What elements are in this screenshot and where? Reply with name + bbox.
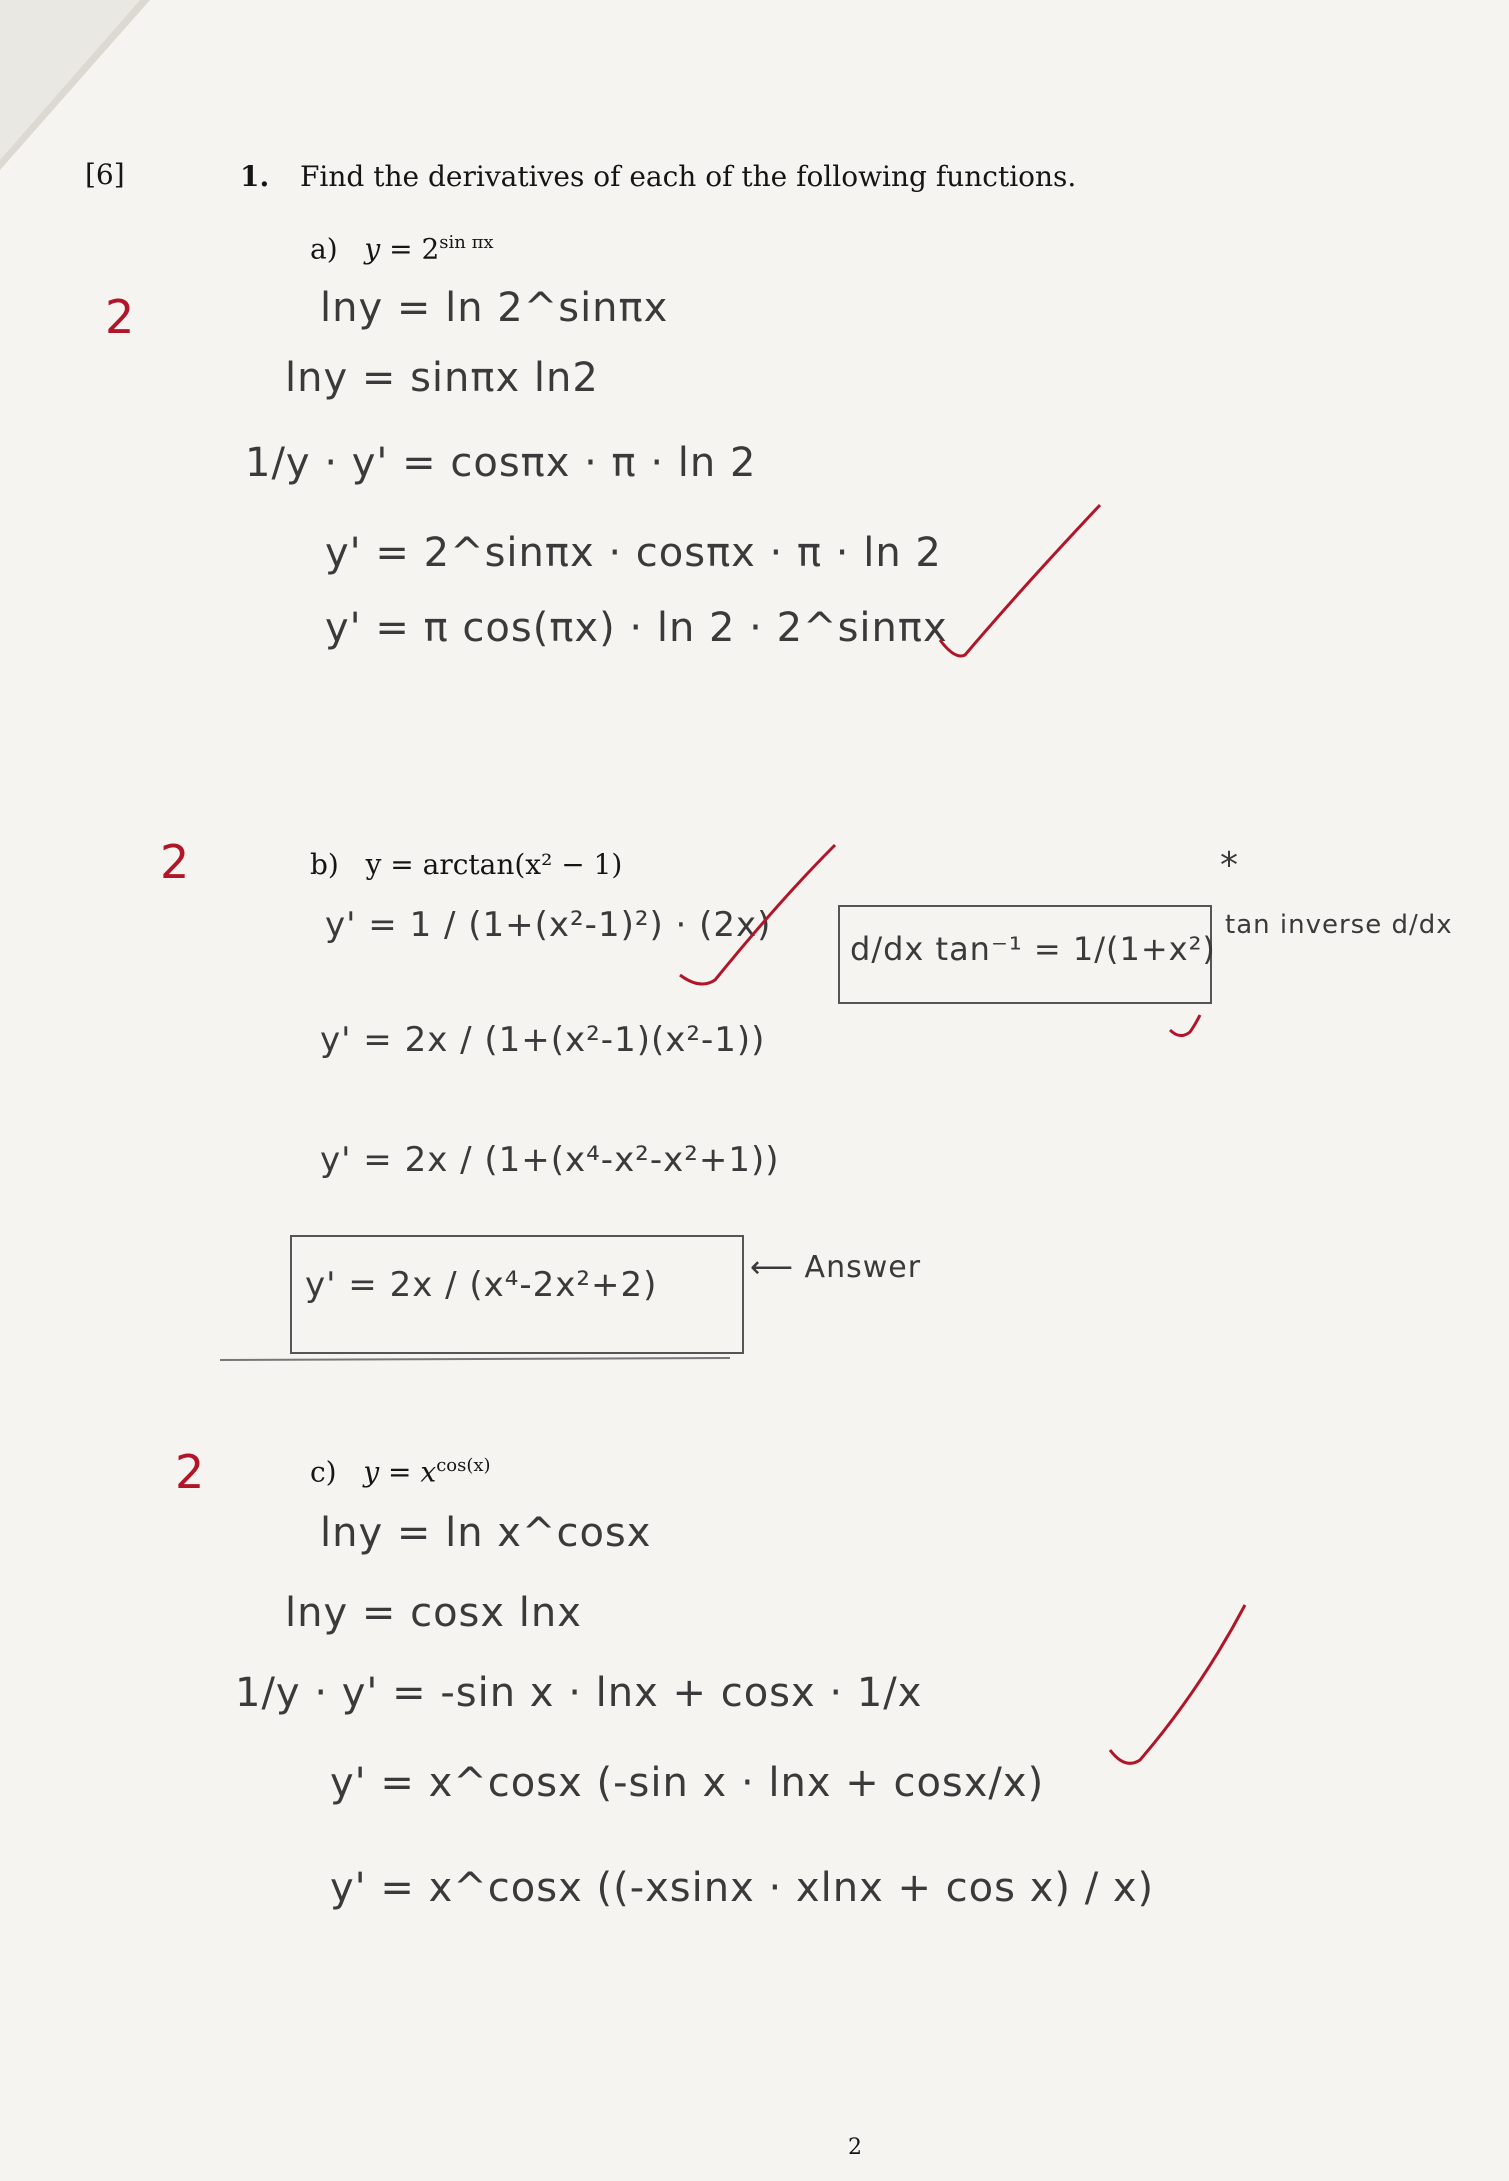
part-b-step-1: y' = 1 / (1+(x²-1)²) · (2x)	[325, 905, 772, 945]
part-b-step-2: y' = 2x / (1+(x²-1)(x²-1))	[320, 1020, 766, 1060]
page-number: 2	[848, 2135, 862, 2160]
part-a-exponent: sin πx	[439, 232, 494, 253]
part-c-exponent: cos(x)	[436, 1455, 491, 1476]
part-b-step-3: y' = 2x / (1+(x⁴-x²-x²+1))	[320, 1140, 780, 1180]
part-c-lhs: y	[363, 1455, 380, 1489]
part-a-function	[310, 232, 494, 265]
part-c-step-4: y' = x^cosx (-sin x · lnx + cosx/x)	[330, 1760, 1045, 1806]
part-a-step-2: lny = sinπx ln2	[285, 355, 599, 401]
part-a-eq: =	[389, 232, 413, 266]
part-b-function	[310, 848, 622, 881]
check-mark-c	[1110, 1605, 1245, 1763]
part-a-base: 2	[421, 232, 440, 266]
part-c-function	[310, 1455, 491, 1488]
marks-value: [6]	[85, 158, 125, 191]
part-c-grade: 2	[175, 1445, 205, 1499]
part-a-grade: 2	[105, 290, 135, 344]
side-note-star: *	[1220, 845, 1239, 886]
part-a-step-3: 1/y · y' = cosπx · π · ln 2	[245, 440, 757, 486]
part-c-eq: =	[388, 1455, 412, 1489]
part-c-step-5: y' = x^cosx ((-xsinx · xlnx + cos x) / x)	[330, 1865, 1155, 1911]
answer-arrow-label: ⟵ Answer	[750, 1250, 922, 1285]
part-b-grade: 2	[160, 835, 190, 889]
part-a-step-1: lny = ln 2^sinπx	[320, 285, 669, 331]
part-c-step-1: lny = ln x^cosx	[320, 1510, 652, 1556]
part-c-label: c)	[310, 1455, 337, 1489]
part-b-answer: y' = 2x / (x⁴-2x²+2)	[305, 1265, 658, 1305]
part-c-base: x	[420, 1455, 437, 1489]
side-note-comment: tan inverse d/dx	[1225, 910, 1453, 940]
part-a-step-5: y' = π cos(πx) · ln 2 · 2^sinπx	[325, 605, 948, 651]
part-c-step-3: 1/y · y' = -sin x · lnx + cosx · 1/x	[235, 1670, 923, 1716]
question-text: Find the derivatives of each of the following functions.	[300, 160, 1077, 193]
check-mark-a	[940, 505, 1100, 656]
part-b-label: b)	[310, 848, 339, 881]
side-note-formula: d/dx tan⁻¹ = 1/(1+x²)	[850, 930, 1216, 968]
part-b-expression: y = arctan(x² − 1)	[365, 848, 623, 881]
part-c-step-2: lny = cosx lnx	[285, 1590, 582, 1636]
check-mark-b2	[1170, 1015, 1200, 1036]
part-a-lhs: y	[364, 232, 381, 266]
question-number: 1.	[240, 160, 270, 193]
part-a-step-4: y' = 2^sinπx · cosπx · π · ln 2	[325, 530, 942, 576]
part-a-label: a)	[310, 232, 338, 266]
